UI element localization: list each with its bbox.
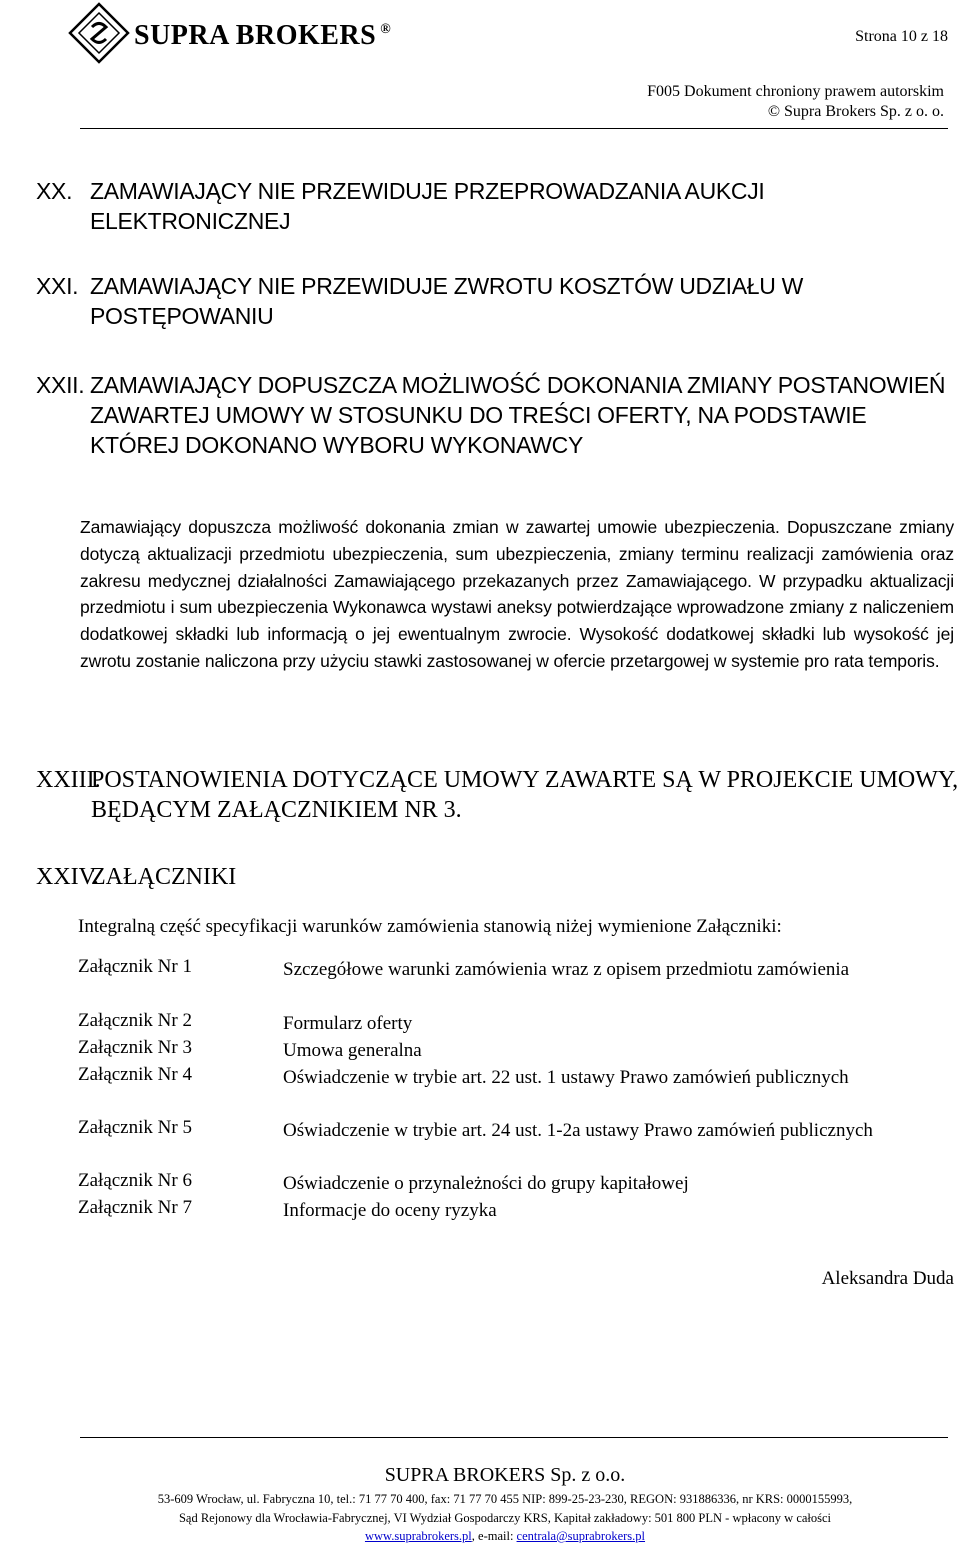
section-xxii-body: Zamawiający dopuszcza możliwość dokonania zmian w zawartej umowie ubezpieczenia. Dopuszczane zmiany dotyczą aktualizacji przedmiotu ubezpieczenia, sum ubezpieczenia, zmiany terminu realizacji zamówienia oraz zakresu medycznej działalności Zamawiającego przekazanych przez Zamawiającego. W przypadku aktualizacji przedmiotu i sum ubezpieczenia Wykonawca wystawi aneksy potwierdzające wprowadzone zmiany z naliczeniem dodatkowej składki lub informacją o jej ewentualnym zwrocie. Wysokość dodatkowej składki lub wysokość jej zwrotu zostanie naliczona przy użyciu stawki zastosowanej w ofercie przetargowej w systemie pro rata temporis. bbox=[80, 517, 954, 671]
signer-name: Aleksandra Duda bbox=[821, 1268, 954, 1289]
footer-divider bbox=[80, 1437, 948, 1438]
section-title: ZAŁĄCZNIKI bbox=[91, 864, 237, 890]
brand-name: SUPRA BROKERS ® bbox=[134, 20, 392, 51]
attachments-intro: Integralną część specyfikacji warunków zamówienia stanowią niżej wymienione Załączniki: bbox=[78, 916, 782, 937]
section-title: ZAMAWIAJĄCY DOPUSZCZA MOŻLIWOŚĆ DOKONANIA ZMIANY POSTANOWIEŃ ZAWARTEJ UMOWY W STOSUNKU DO TREŚCI OFERTY, NA PODSTAWIE KTÓREJ DOKONANO WYBORU WYKONAWCY bbox=[90, 372, 946, 458]
footer-address-line: 53-609 Wrocław, ul. Fabryczna 10, tel.: 71 77 70 400, fax: 71 77 70 455 NIP: 899-25-23-230, REGON: 931886336, nr KRS: 0000155993, bbox=[157, 1492, 853, 1506]
footer-email-label: , e-mail: bbox=[471, 1529, 517, 1543]
section-number: XXIII. bbox=[36, 767, 101, 793]
attachment-description: Oświadczenie w trybie art. 22 ust. 1 ustawy Prawo zamówień publicznych bbox=[283, 1067, 849, 1088]
company-logo-icon bbox=[68, 2, 130, 64]
attachment-label: Załącznik Nr 1 bbox=[78, 956, 192, 977]
footer-website-link[interactable]: www.suprabrokers.pl bbox=[364, 1529, 472, 1543]
section-heading-xxi bbox=[36, 271, 956, 335]
footer-company: SUPRA BROKERS Sp. z o.o. bbox=[384, 1464, 626, 1486]
attachment-description: Oświadczenie w trybie art. 24 ust. 1-2a ustawy Prawo zamówień publicznych bbox=[283, 1120, 873, 1141]
attachment-label: Załącznik Nr 2 bbox=[78, 1010, 192, 1031]
attachment-description: Umowa generalna bbox=[283, 1040, 422, 1061]
section-number: XX. bbox=[36, 178, 73, 204]
footer-email-link[interactable]: centrala@suprabrokers.pl bbox=[516, 1529, 646, 1543]
section-number: XXII. bbox=[36, 372, 85, 398]
header-divider bbox=[80, 128, 948, 129]
footer-registry-line: Sąd Rejonowy dla Wrocławia-Fabrycznej, VI Wydział Gospodarczy KRS, Kapitał zakładowy: 501 800 PLN - wpłacony w całości bbox=[178, 1511, 832, 1525]
section-title: ZAMAWIAJĄCY NIE PRZEWIDUJE ZWROTU KOSZTÓW UDZIAŁU W POSTĘPOWANIU bbox=[90, 273, 804, 329]
attachment-label: Załącznik Nr 5 bbox=[78, 1117, 192, 1138]
registered-mark: ® bbox=[380, 22, 392, 37]
section-title: ZAMAWIAJĄCY NIE PRZEWIDUJE PRZEPROWADZANIA AUKCJI ELEKTRONICZNEJ bbox=[90, 178, 765, 234]
copyright-line-1: F005 Dokument chroniony prawem autorskim bbox=[647, 83, 944, 100]
section-heading-xxiv bbox=[36, 862, 956, 894]
section-number: XXI. bbox=[36, 273, 79, 299]
copyright-line-2: © Supra Brokers Sp. z o. o. bbox=[767, 103, 944, 120]
section-heading-xxii bbox=[36, 370, 956, 494]
attachment-description: Informacje do oceny ryzyka bbox=[283, 1200, 497, 1221]
attachment-description: Formularz oferty bbox=[283, 1013, 413, 1034]
section-heading-xxiii bbox=[36, 765, 959, 829]
section-number: XXIV. bbox=[36, 864, 99, 890]
attachment-label: Załącznik Nr 3 bbox=[78, 1037, 192, 1058]
page-number: Strona 10 z 18 bbox=[855, 28, 948, 45]
attachment-description: Oświadczenie o przynależności do grupy kapitałowej bbox=[283, 1173, 689, 1194]
attachment-label: Załącznik Nr 7 bbox=[78, 1197, 192, 1218]
section-heading-xx bbox=[36, 176, 956, 240]
attachment-label: Załącznik Nr 6 bbox=[78, 1170, 192, 1191]
copyright-note bbox=[647, 82, 944, 122]
footer-contact-line bbox=[0, 1529, 960, 1544]
section-title: POSTANOWIENIA DOTYCZĄCE UMOWY ZAWARTE SĄ W PROJEKCIE UMOWY, BĘDĄCYM ZAŁĄCZNIKIEM NR 3. bbox=[91, 767, 959, 823]
attachment-label: Załącznik Nr 4 bbox=[78, 1064, 192, 1085]
attachment-description: Szczegółowe warunki zamówienia wraz z opisem przedmiotu zamówienia bbox=[283, 959, 850, 980]
